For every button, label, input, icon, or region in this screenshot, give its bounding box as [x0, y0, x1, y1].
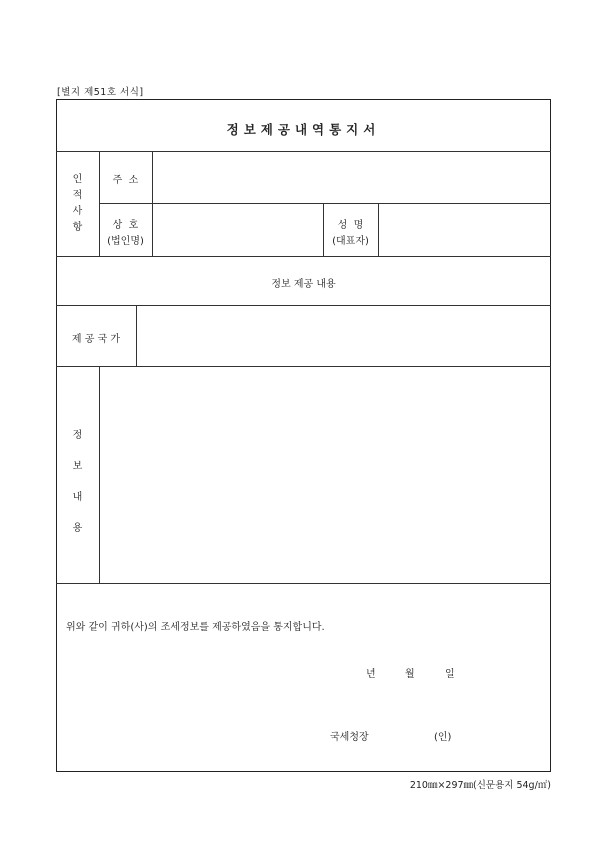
representative-label: 성 명	[337, 220, 364, 231]
info-content-char: 정	[72, 430, 83, 441]
info-content-char: 내	[72, 492, 83, 503]
personal-info-char: 적	[72, 190, 83, 201]
content-divider	[56, 583, 551, 584]
personal-info-char: 항	[72, 222, 83, 233]
company-name-field[interactable]	[153, 204, 323, 256]
representative-sublabel: (대표자)	[332, 236, 369, 247]
provision-section-header: 정보 제공 내용	[271, 279, 336, 290]
personal-info-char: 인	[72, 174, 83, 185]
address-field[interactable]	[153, 152, 550, 203]
info-content-char: 보	[72, 461, 83, 472]
representative-field[interactable]	[379, 204, 550, 256]
company-name-label: 상 호	[112, 220, 139, 231]
info-content-label	[56, 420, 99, 544]
personal-info-char: 사	[72, 206, 83, 217]
provided-country-field[interactable]	[137, 306, 550, 366]
personal-info-label	[56, 172, 99, 236]
info-content-field[interactable]	[100, 367, 550, 583]
notice-statement: 위와 같이 귀하(사)의 조세정보를 제공하였음을 통지합니다.	[66, 622, 325, 633]
date-month-label: 월	[405, 669, 415, 680]
seal-mark: (인)	[434, 732, 452, 743]
info-content-char: 용	[72, 523, 83, 534]
address-label: 주 소	[112, 175, 139, 186]
date-day-label: 일	[445, 669, 455, 680]
paper-spec-footer: 210㎜×297㎜(신문용지 54g/㎡)	[409, 780, 551, 791]
provided-country-label: 제 공 국 가	[71, 334, 121, 345]
date-year-label: 년	[366, 669, 376, 680]
form-title: 정보제공내역통지서	[226, 122, 381, 137]
issuer-label: 국세청장	[330, 732, 369, 743]
form-number-label: [별지 제51호 서식]	[57, 87, 144, 98]
personal-info-divider	[56, 256, 551, 257]
company-name-sublabel: (법인명)	[107, 236, 144, 247]
